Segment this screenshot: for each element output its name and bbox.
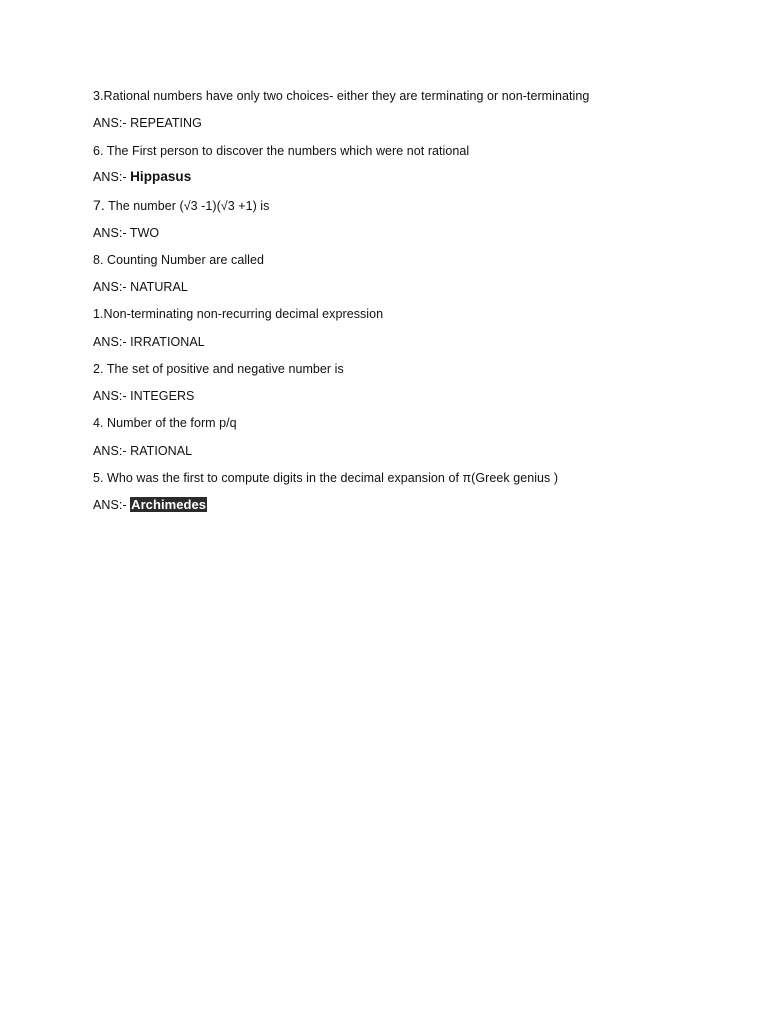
answer-label: ANS:- <box>93 389 131 403</box>
question-4-text: 4. Number of the form p/q <box>93 416 237 430</box>
question-8 <box>93 252 264 268</box>
question-3-text: 3.Rational numbers have only two choices- either they are terminating or non-terminating <box>93 89 590 103</box>
question-1 <box>93 306 383 322</box>
answer-7 <box>93 225 159 241</box>
answer-label: ANS:- <box>93 335 131 349</box>
answer-label: ANS:- <box>93 116 131 130</box>
answer-1 <box>93 334 205 350</box>
question-7-number: 7. <box>93 197 105 213</box>
answer-7-value: TWO <box>129 226 160 240</box>
answer-1-value: IRRATIONAL <box>130 335 205 349</box>
question-5-text: 5. Who was the first to compute digits in the decimal expansion of π(Greek genius ) <box>93 471 559 485</box>
answer-2-value: INTEGERS <box>130 389 195 403</box>
answer-label: ANS:- <box>93 280 131 294</box>
question-1-text: 1.Non-terminating non-recurring decimal expression <box>93 307 384 321</box>
answer-3 <box>93 115 202 131</box>
answer-8 <box>93 279 188 295</box>
question-2-text: 2. The set of positive and negative number is <box>93 362 344 376</box>
answer-label: ANS:- <box>93 498 131 512</box>
answer-label: ANS:- <box>93 170 131 184</box>
answer-4-value: RATIONAL <box>130 444 193 458</box>
answer-label: ANS:- <box>93 226 130 240</box>
answer-6-value: Hippasus <box>130 169 192 184</box>
question-2 <box>93 361 344 377</box>
question-7-text: The number (√3 -1)(√3 +1) is <box>104 199 270 213</box>
answer-4 <box>93 443 192 459</box>
question-3 <box>93 88 589 104</box>
answer-2 <box>93 388 194 404</box>
answer-6 <box>93 169 191 185</box>
answer-5-value-highlighted: Archimedes <box>131 497 207 512</box>
answer-label: ANS:- <box>93 444 131 458</box>
answer-8-value: NATURAL <box>130 280 188 294</box>
question-6 <box>93 143 469 159</box>
question-4 <box>93 415 237 431</box>
question-7 <box>93 197 269 214</box>
question-6-text: 6. The First person to discover the numbers which were not rational <box>93 144 470 158</box>
question-5 <box>93 470 558 486</box>
question-8-text: 8. Counting Number are called <box>93 253 264 267</box>
answer-3-value: REPEATING <box>130 116 202 130</box>
answer-5 <box>93 497 207 513</box>
